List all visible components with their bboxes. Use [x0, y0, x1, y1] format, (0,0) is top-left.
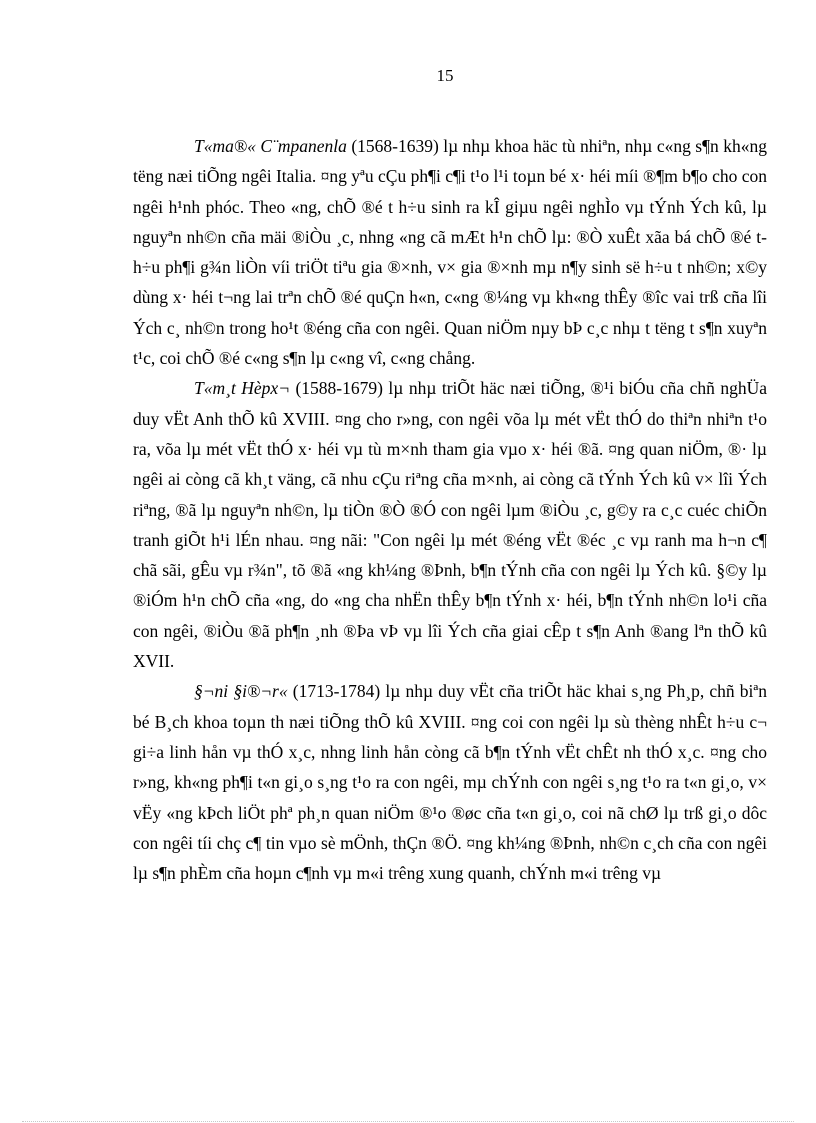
paragraph-campanella — [133, 131, 767, 373]
paragraph-diderot — [133, 676, 767, 888]
person-name-hobbes: T«m¸t Hèpx¬ — [194, 378, 291, 399]
paragraph-hobbes — [133, 373, 767, 676]
body-text — [133, 131, 767, 888]
paragraph-text: (1713-1784) lµ nhµ duy vËt cña triÕt häc khai s¸ng Ph¸p, chñ biªn bé B¸ch khoa toµn th næi tiÕng thÕ kû XVIII. ¤ng coi con ngêi lµ sù thèng nhÊt h÷u c¬ gi÷a linh hån vµ thÓ x¸c, nhng linh hån còng cã b¶n tÝnh vËt chÊt nh thÓ x¸c. ¤ng cho r»ng, kh«ng ph¶i t«n gi¸o s¸ng t¹o ra con ngêi, mµ chÝnh con ngêi s¸ng t¹o ra t«n gi¸o, v× vËy «ng kÞch liÖt phª ph¸n quan niÖm ®¹o ®øc cña t«n gi¸o, coi nã chØ lµ trß gi¸o dôc con ngêi tíi chç c¶ tin vµo sè mÖnh, thÇn ®Ö. ¤ng kh¼ng ®Þnh, nh©n c¸ch cña con ngêi lµ s¶n phÈm cña hoµn c¶nh vµ m«i trêng xung quanh, chÝnh m«i trêng vµ — [133, 681, 767, 884]
page-number: 15 — [436, 66, 454, 85]
person-name-diderot: §¬ni §i®¬r« — [194, 681, 288, 702]
paragraph-text: (1568-1639) lµ nhµ khoa häc tù nhiªn, nhµ c«ng s¶n kh«ng tëng næi tiÕng ngêi Italia. ¤ng yªu cÇu ph¶i c¶i t¹o l¹i toµn bé x· héi míi ®¶m b¶o cho con ngêi h¹nh phóc. Theo «ng, chÕ ®é t h÷u sinh ra kÎ giµu ngêi nghÌo vµ tÝnh Ých kû, lµ nguyªn nh©n cña mäi ®iÒu ¸c, nhng «ng cã mÆt h¹n chÕ lµ: ®Ò xuÊt xãa bá chÕ ®é t h÷u ph¶i g¾n liÒn víi triÖt tiªu gia ®×nh, v× gia ®×nh mµ n¶y sinh së h÷u t nh©n; x©y dùng x· héi t¬ng lai trªn chÕ ®é quÇn h«n, c«ng ®¼ng vµ kh«ng thÊy ®îc vai trß cña lîi Ých c¸ nh©n trong ho¹t ®éng cña con ngêi. Quan niÖm nµy bÞ c¸c nhµ t tëng t s¶n xuyªn t¹c, coi chÕ ®é c«ng s¶n lµ c«ng vî, c«ng chång. — [133, 136, 767, 369]
paragraph-text: (1588-1679) lµ nhµ triÕt häc næi tiÕng, ®¹i biÓu cña chñ nghÜa duy vËt Anh thÕ kû XVIII. ¤ng cho r»ng, con ngêi võa lµ mét vËt thÓ do thiªn nhiªn t¹o ra, võa lµ mét vËt thÓ x· héi vµ tù m×nh tham gia vµo x· héi ®ã. ¤ng quan niÖm, ®· lµ ngêi ai còng cã kh¸t väng, cã nhu cÇu riªng cña m×nh, ai còng cã tÝnh Ých kû v× lîi Ých riªng, ®ã lµ nguyªn nh©n, lµ tiÒn ®Ò ®Ó con ngêi lµm ®iÒu ¸c, g©y ra c¸c cuéc chiÕn tranh giÕt h¹i lÉn nhau. ¤ng nãi: "Con ngêi lµ mét ®éng vËt ®éc ¸c vµ ranh ma h¬n c¶ chã sãi, gÊu vµ r¾n", tõ ®ã «ng kh¼ng ®Þnh, b¶n tÝnh cña con ngêi lµ Ých kû. §©y lµ ®iÓm h¹n chÕ cña «ng, do «ng cha nhËn thÊy b¶n tÝnh x· héi, b¶n tÝnh nh©n lo¹i cña con ngêi, ®iÒu ®ã ph¶n ¸nh ®Þa vÞ vµ lîi Ých cña giai cÊp t s¶n Anh ®ang lªn thÕ kû XVII. — [133, 378, 768, 672]
page-edge-divider — [22, 1121, 794, 1122]
person-name-campanella: T«ma®« C¨mpanenla — [194, 136, 347, 156]
